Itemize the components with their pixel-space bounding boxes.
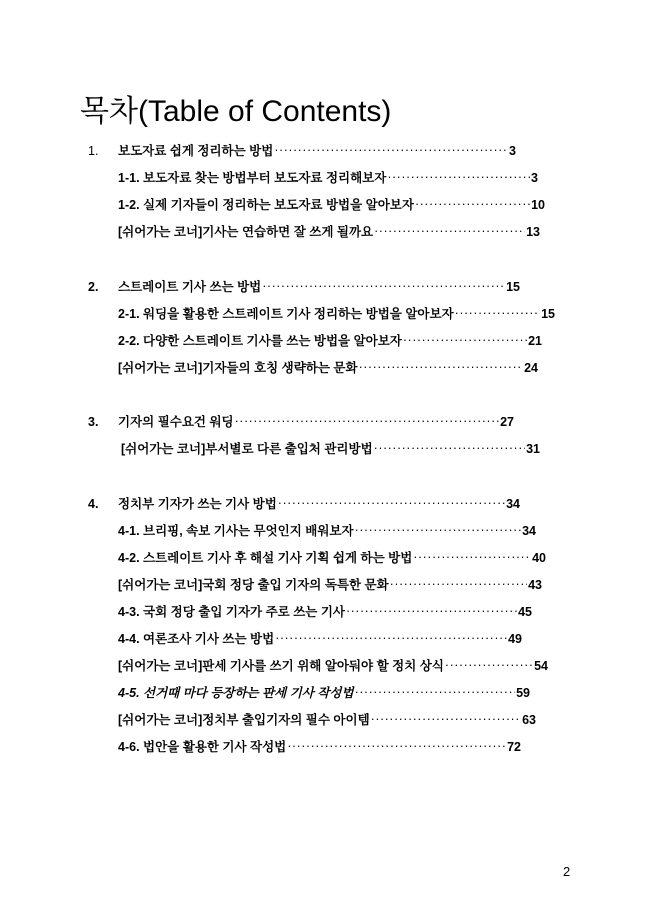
toc-entry-label: [쉬어가는 코너]판세 기사를 쓰기 위해 알아둬야 할 정치 상식 <box>118 659 444 673</box>
toc-entry-4-5[interactable] <box>118 685 530 701</box>
toc-leader-dots <box>355 522 522 538</box>
toc-entry-label: 정치부 기자가 쓰는 기사 방법 <box>118 497 277 511</box>
toc-entry-label: 4-6. 법안을 활용한 기사 작성법 <box>118 740 287 754</box>
toc-entry-1[interactable] <box>88 143 516 159</box>
toc-leader-dots <box>355 684 516 700</box>
toc-entry-label: 2-2. 다양한 스트레이트 기사를 쓰는 방법을 알아보자 <box>118 334 402 348</box>
toc-leader-dots <box>413 549 531 565</box>
toc-entry-page: 63 <box>522 713 536 727</box>
toc-entry-page: 24 <box>524 361 538 375</box>
toc-leader-dots <box>346 603 517 619</box>
toc-entry-page: 27 <box>500 415 514 429</box>
toc-entry-page: 40 <box>532 551 546 565</box>
toc-entry-label: 4-3. 국회 정당 출입 기자가 주로 쓰는 기사 <box>118 605 345 619</box>
toc-entry-4-break-1[interactable] <box>118 577 542 593</box>
toc-entry-1-break[interactable] <box>118 224 540 240</box>
toc-entry-4-break-3[interactable] <box>118 712 536 728</box>
toc-entry-1-2[interactable] <box>118 197 545 213</box>
toc-entry-label: [쉬어가는 코너]기자들의 호칭 생략하는 문화 <box>118 361 358 375</box>
toc-leader-dots <box>371 711 521 727</box>
toc-leader-dots <box>374 223 525 239</box>
toc-entry-label: 1-1. 보도자료 찾는 방법부터 보도자료 정리해보자 <box>118 171 387 185</box>
toc-leader-dots <box>287 738 506 754</box>
toc-entry-4[interactable] <box>88 496 520 512</box>
toc-leader-dots <box>374 440 525 456</box>
toc-entry-4-2[interactable] <box>118 550 546 566</box>
toc-entry-label: 기자의 필수요건 워딩 <box>118 415 234 429</box>
toc-entry-label: 1-2. 실제 기자들이 정리하는 보도자료 방법을 알아보자 <box>118 198 414 212</box>
toc-entry-label: 4-2. 스트레이트 기사 후 해설 기사 기획 쉽게 하는 방법 <box>118 551 413 565</box>
toc-entry-page: 34 <box>506 497 520 511</box>
toc-entry-label: [쉬어가는 코너]부서별로 다른 출입처 관리방법 <box>121 442 373 456</box>
toc-leader-dots <box>278 495 505 511</box>
toc-leader-dots <box>235 413 499 429</box>
toc-entry-4-1[interactable] <box>118 523 536 539</box>
toc-entry-3-break[interactable] <box>121 441 540 457</box>
page-number: 2 <box>563 864 571 879</box>
toc-leader-dots <box>403 332 527 348</box>
toc-entry-page: 43 <box>528 578 542 592</box>
toc-entry-label: 4-1. 브리핑, 속보 기사는 무엇인지 배워보자 <box>118 524 354 538</box>
toc-entry-page: 21 <box>528 334 542 348</box>
toc-entry-label: 보도자료 쉽게 정리하는 방법 <box>118 144 274 158</box>
toc-entry-number: 1. <box>88 144 99 158</box>
toc-entry-4-break-2[interactable] <box>118 658 548 674</box>
toc-entry-label: 2-1. 워딩을 활용한 스트레이트 기사 정리하는 방법을 알아보자 <box>118 307 454 321</box>
toc-entry-page: 15 <box>541 307 555 321</box>
toc-leader-dots <box>415 196 530 212</box>
toc-entry-page: 10 <box>531 198 545 212</box>
toc-entry-4-6[interactable] <box>118 739 521 755</box>
toc-entry-page: 3 <box>509 144 516 158</box>
toc-entry-page: 59 <box>516 686 530 700</box>
toc-leader-dots <box>275 630 507 646</box>
toc-entry-3[interactable] <box>88 414 514 430</box>
toc-entry-label: [쉬어가는 코너]정치부 출입기자의 필수 아이템 <box>118 713 370 727</box>
toc-leader-dots <box>274 142 508 158</box>
toc-entry-page: 31 <box>526 442 540 456</box>
toc-entry-page: 13 <box>526 225 540 239</box>
toc-entry-number: 3. <box>88 415 99 429</box>
toc-entry-label: 4-5. 선거때 마다 등장하는 판세 기사 작성법 <box>118 686 354 700</box>
toc-entry-1-1[interactable] <box>118 170 538 186</box>
toc-entry-page: 45 <box>518 605 532 619</box>
toc-entry-4-4[interactable] <box>118 631 522 647</box>
toc-entry-label: [쉬어가는 코너]기사는 연습하면 잘 쓰게 될까요 <box>118 225 374 239</box>
toc-leader-dots <box>387 169 530 185</box>
toc-entry-page: 49 <box>508 632 522 646</box>
toc-entry-label: 스트레이트 기사 쓰는 방법 <box>118 280 262 294</box>
toc-entry-number: 2. <box>88 280 99 294</box>
toc-entry-page: 34 <box>522 524 536 538</box>
toc-entry-number: 4. <box>88 497 99 511</box>
toc-leader-dots <box>262 278 505 294</box>
toc-leader-dots <box>359 359 524 375</box>
toc-leader-dots <box>390 576 527 592</box>
toc-entry-page: 54 <box>534 659 548 673</box>
toc-entry-2-break[interactable] <box>118 360 538 376</box>
toc-leader-dots <box>455 305 540 321</box>
toc-leader-dots <box>445 657 533 673</box>
toc-entry-label: [쉬어가는 코너]국회 정당 출입 기자의 독특한 문화 <box>118 578 389 592</box>
toc-entry-page: 3 <box>531 171 538 185</box>
toc-entry-page: 72 <box>507 740 521 754</box>
toc-entry-2[interactable] <box>88 279 520 295</box>
toc-entry-page: 15 <box>506 280 520 294</box>
toc-entry-2-2[interactable] <box>118 333 542 349</box>
toc-entry-2-1[interactable] <box>118 306 555 322</box>
toc-title: 목차(Table of Contents) <box>80 95 392 128</box>
toc-entry-label: 4-4. 여론조사 기사 쓰는 방법 <box>118 632 275 646</box>
toc-entry-4-3[interactable] <box>118 604 532 620</box>
